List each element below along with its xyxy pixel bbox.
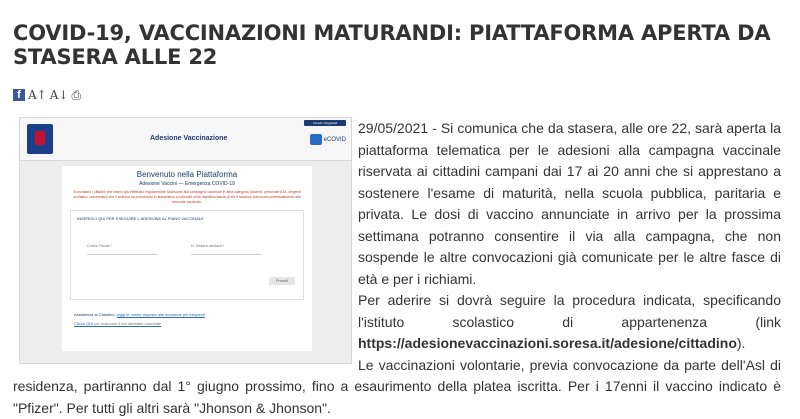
embedded-faq-link: leggi le nostre risposte alle domande più frequenti <box>117 312 205 317</box>
embedded-subtitle: Adesione Vaccini — Emergenza COVID-19 <box>62 181 312 187</box>
embedded-top-link: Accedi / Registrati <box>304 120 346 126</box>
image-float-spacer <box>13 118 358 360</box>
article-paragraph-3: Le vaccinazioni volontarie, previa convocazione da parte dell'Asl di residenza, partiranno dal 1° giugno prossimo, fino a esaurimento della platea iscritta. Per i 17enni il vaccino indicato è "Pfizer". Per tutti gli altri sarà "Jhonson & Jhonson". <box>13 355 781 419</box>
embedded-tessera-field: N. Tessera sanitaria * <box>191 244 261 255</box>
print-icon[interactable]: ⎙ <box>71 89 81 102</box>
embedded-notice: Si avvisano i cittadini che hanno già effettuato regolarmente l'adesione alla campagna vaccinale in altra categoria (docenti, personale ATA, dirigenti scolastici, universitari) che il sistema ha provveduto in automatico a collocarli nella rispettiva fascia di età e saranno convocati contestualmente alla seconda vaccinale. <box>72 190 302 205</box>
paragraph-2-close: ). <box>737 335 746 351</box>
embedded-brand-label: eCOVID <box>324 137 346 143</box>
article-toolbar <box>13 88 81 102</box>
adesione-link[interactable]: https://adesionevaccinazioni.soresa.it/adesione/cittadino <box>358 335 737 351</box>
article-paragraph-1: 29/05/2021 - Si comunica che da stasera, alle ore 22, sarà aperta la piattaforma telematica per le adesioni alla campagna vaccinale riservata ai cittadini campani dai 17 ai 20 anni che si apprestano a sostenere l'esame di maturità, nella scuola pubblica, paritaria e privata. Le dosi di vaccino annunciate in arrivo per la prossima settimana potranno consentire il via alla campagna, che non sospende le altre convocazioni già comunicate per le altre fasce di età e per i richiami. <box>13 118 781 290</box>
article-title: COVID-19, VACCINAZIONI MATURANDI: PIATTAFORMA APERTA DA STASERA ALLE 22 <box>13 21 783 69</box>
embedded-procedi-button: Procedi <box>269 277 295 285</box>
font-decrease-icon[interactable]: A↓ <box>50 89 69 102</box>
font-increase-icon[interactable]: A↑ <box>28 89 47 102</box>
article-body <box>13 118 781 419</box>
paragraph-2-text: Per aderire si dovrà seguire la procedura indicata, specificando l'istituto scolastico di appartenenza (link <box>358 292 781 330</box>
embedded-codice-fiscale-field: Codice Fiscale * <box>87 244 157 255</box>
embedded-clicca-qui: Clicca QUI <box>74 321 93 326</box>
embedded-attestato-text: per scaricare il tuo attestato vaccinale <box>93 321 161 326</box>
embedded-header-title: Adesione Vaccinazione <box>150 135 227 142</box>
embedded-assistance-label: Assistenza al Cittadino: <box>74 312 117 317</box>
embedded-welcome: Benvenuto nella Piattaforma <box>62 170 312 179</box>
embedded-card-title: INSERISCI QUI PER ESEGUIRE L'ADESIONE AL PIANO VACCINALE <box>77 216 204 221</box>
facebook-share-icon[interactable]: f <box>13 89 25 101</box>
